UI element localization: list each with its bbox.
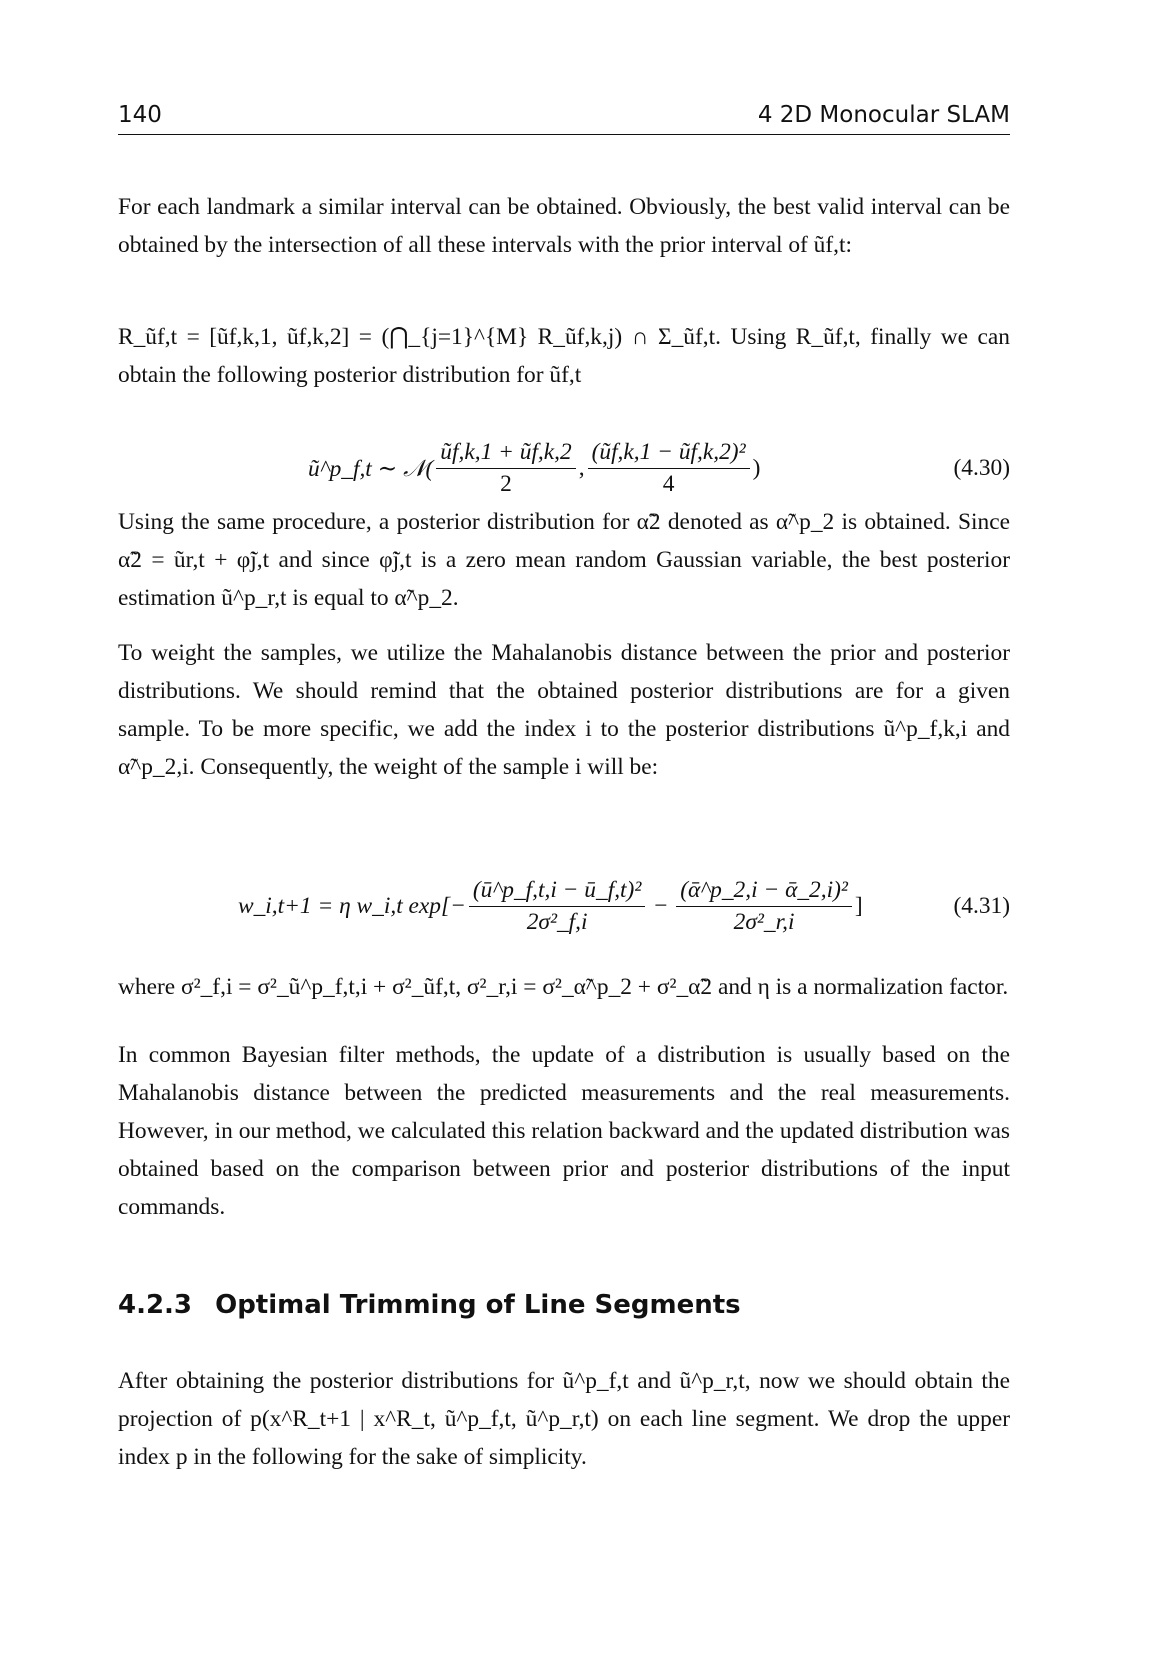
fraction-rotation-term: $\frac{\text{(ᾱ\textasciicircum{}p\_2,i − ᾱ\_2,i)²}}{\text{2σ²\_r,i}}$ — [676, 877, 852, 936]
equation-4-30: ũ^p_f,t ∼ 𝒩( $\frac{ũf,k,1 + ũf,k,2}{2}$ , $\frac{\text{(ũf,k,1 − ũf,k,2)²}}{4}$ ) (4.30) — [118, 428, 1010, 508]
paragraph-sigma-definition: where σ²_f,i = σ²_ũ^p_f,t,i + σ²_ũf,t, σ²_r,i = σ²_α̃^p_2 + σ²_α̃2 and η is a normalization factor. — [118, 974, 1009, 1000]
section-title: Optimal Trimming of Line Segments — [215, 1290, 741, 1320]
equation-number: (4.30) — [953, 455, 1010, 481]
equation-4-31: w_i,t+1 = η w_i,t exp[− $\frac{\text{(ū\textasciicircum{}p\_f,t,i − ū\_f,t)²}}{\text{2σ²\_f,i}}$ − $\frac{\text{(ᾱ\textasciicircum{}p\_2,i − ᾱ\_2,i)²}}{\text{2σ²\_r,i}}$ ] (4.31) — [118, 866, 1010, 946]
paragraph-interval-intro: For each landmark a similar interval can be obtained. Obviously, the best valid interval can be obtained by the intersection of all these intervals with the prior interval of ũf,t: — [118, 194, 1010, 258]
equation-lhs: ũ^p_f,t ∼ 𝒩( — [308, 455, 434, 482]
running-header — [118, 98, 1010, 135]
paragraph-interval-intersection: R_ũf,t = [ũf,k,1, ũf,k,2] = (⋂_{j=1}^{M} R_ũf,k,j) ∩ Σ_ũf,t. Using R_ũf,t, finally we can obtain the following posterior distribution for ũf,t — [118, 324, 1010, 388]
equation-lhs: w_i,t+1 = η w_i,t exp[− — [238, 892, 466, 919]
fraction-mean: $\frac{ũf,k,1 + ũf,k,2}{2}$ — [436, 439, 575, 498]
page-number: 140 — [118, 102, 162, 128]
paragraph-posterior-alpha: Using the same procedure, a posterior distribution for α̃2 denoted as α̃^p_2 is obtained. Since α̃2 = ũr,t + φ̃j,t and since φ̃j,t is a zero mean random Gaussian variable, the best posterior estimation ũ^p_r,t is equal to α̃^p_2. — [118, 509, 1010, 611]
section-number: 4.2.3 — [118, 1290, 193, 1320]
section-heading — [118, 1290, 1010, 1320]
equation-number: (4.31) — [953, 893, 1010, 919]
paragraph-weighting: To weight the samples, we utilize the Mahalanobis distance between the prior and posterior distributions. We should remind that the obtained posterior distributions are for a given sample. To be more specific, we add the index i to the posterior distributions ũ^p_f,k,i and α̃^p_2,i. Consequently, the weight of the sample i will be: — [118, 640, 1010, 780]
fraction-variance: $\frac{\text{(ũf,k,1 − ũf,k,2)²}}{4}$ — [588, 439, 750, 498]
paragraph-trimming-intro: After obtaining the posterior distributions for ũ^p_f,t and ũ^p_r,t, now we should obtain the projection of p(x^R_t+1 | x^R_t, ũ^p_f,t, ũ^p_r,t) on each line segment. We drop the upper index p in the following for the sake of simplicity. — [118, 1368, 1010, 1470]
fraction-forward-term: $\frac{\text{(ū\textasciicircum{}p\_f,t,i − ū\_f,t)²}}{\text{2σ²\_f,i}}$ — [469, 877, 645, 936]
chapter-title: 4 2D Monocular SLAM — [757, 102, 1010, 128]
paragraph-bayesian-filter: In common Bayesian filter methods, the update of a distribution is usually based on the Mahalanobis distance between the predicted measurements and the real measurements. However, in our method, we calculated this relation backward and the updated distribution was obtained based on the comparison between prior and posterior distributions of the input commands. — [118, 1042, 1010, 1220]
